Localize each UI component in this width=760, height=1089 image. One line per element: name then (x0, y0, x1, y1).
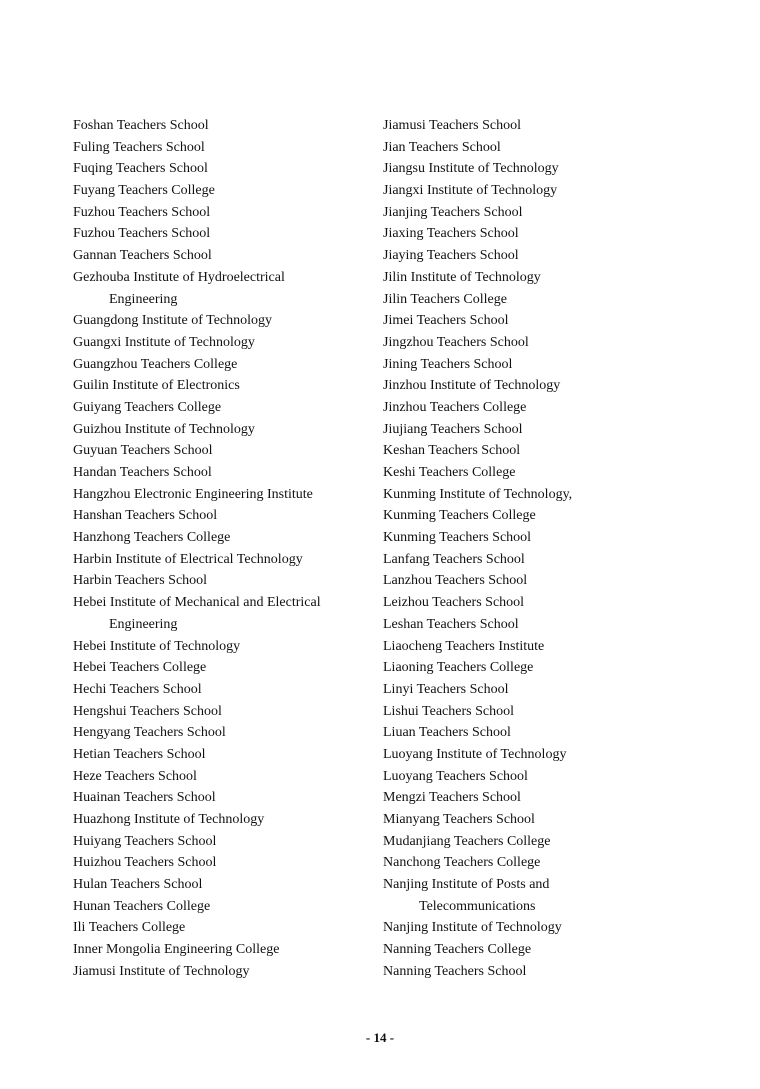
list-item: Fuzhou Teachers School (73, 204, 211, 220)
list-item: Foshan Teachers School (73, 118, 209, 133)
list-item-continuation: Engineering (109, 291, 178, 307)
list-item: Kunming Institute of Technology, (383, 486, 573, 502)
list-item: Jinzhou Institute of Technology (383, 378, 561, 394)
list-item: Gannan Teachers School (73, 248, 212, 264)
list-item: Jilin Teachers College (383, 291, 507, 307)
list-item: Huizhou Teachers School (73, 855, 217, 871)
list-item: Jilin Institute of Technology (383, 269, 541, 285)
list-item: Hengshui Teachers School (73, 703, 222, 719)
list-item: Harbin Institute of Electrical Technology (73, 551, 303, 567)
list-item: Liuan Teachers School (383, 725, 511, 741)
list-item-continuation: Engineering (109, 616, 178, 632)
list-item: Inner Mongolia Engineering College (73, 942, 280, 958)
list-item: Gezhouba Institute of Hydroelectrical (73, 269, 285, 285)
list-item: Huainan Teachers School (73, 790, 216, 806)
list-item: Hangzhou Electronic Engineering Institute (73, 486, 313, 502)
list-item: Jimei Teachers School (383, 313, 509, 329)
list-item: Hebei Teachers College (73, 660, 207, 676)
list-item: Nanjing Institute of Technology (383, 920, 562, 936)
list-item: Lanzhou Teachers School (383, 573, 528, 589)
list-item: Hanzhong Teachers College (73, 530, 231, 546)
list-item: Jiamusi Teachers School (383, 118, 521, 133)
list-item: Nanning Teachers School (383, 963, 527, 979)
list-item: Jiangxi Institute of Technology (383, 183, 558, 199)
left-institution-list (73, 115, 373, 983)
list-item: Mudanjiang Teachers College (383, 833, 551, 849)
list-item: Lanfang Teachers School (383, 551, 525, 567)
list-item: Hengyang Teachers School (73, 725, 226, 741)
list-item: Kunming Teachers College (383, 508, 536, 524)
list-item: Hulan Teachers School (73, 877, 203, 893)
list-item: Luoyang Teachers School (383, 768, 528, 784)
list-item: Lishui Teachers School (383, 703, 514, 719)
list-item: Guangdong Institute of Technology (73, 313, 273, 329)
list-item: Leizhou Teachers School (383, 595, 525, 611)
list-item: Fuyang Teachers College (73, 183, 215, 199)
list-item: Liaoning Teachers College (383, 660, 534, 676)
list-item: Hetian Teachers School (73, 746, 206, 762)
list-item: Keshan Teachers School (383, 443, 521, 459)
list-item: Mianyang Teachers School (383, 812, 535, 827)
list-item: Jining Teachers School (383, 356, 513, 372)
list-item: Mengzi Teachers School (383, 790, 521, 806)
list-item: Hebei Institute of Mechanical and Electrical (73, 595, 321, 611)
list-item: Fuqing Teachers School (73, 161, 208, 177)
list-item: Linyi Teachers School (383, 681, 509, 697)
list-item: Fuzhou Teachers School (73, 226, 211, 242)
list-item: Luoyang Institute of Technology (383, 746, 567, 762)
list-item: Jingzhou Teachers School (383, 334, 529, 350)
list-item: Guyuan Teachers School (73, 443, 213, 459)
list-item: Handan Teachers School (73, 465, 212, 480)
list-item: Guangzhou Teachers College (73, 356, 238, 372)
list-item: Kunming Teachers School (383, 530, 532, 546)
list-item: Jiangsu Institute of Technology (383, 161, 559, 177)
list-item: Keshi Teachers College (383, 465, 516, 480)
list-item: Hebei Institute of Technology (73, 638, 241, 654)
list-item: Hanshan Teachers School (73, 508, 218, 524)
list-item: Fuling Teachers School (73, 139, 205, 155)
right-institution-list (383, 115, 743, 983)
list-item: Jiujiang Teachers School (383, 421, 523, 437)
list-item: Guilin Institute of Electronics (73, 378, 240, 394)
list-item: Ili Teachers College (73, 920, 186, 936)
list-item: Jiamusi Institute of Technology (73, 963, 250, 979)
list-item: Harbin Teachers School (73, 573, 208, 589)
list-item: Guangxi Institute of Technology (73, 334, 255, 350)
list-item: Liaocheng Teachers Institute (383, 638, 545, 654)
list-item: Jinzhou Teachers College (383, 399, 527, 415)
list-item: Jiaying Teachers School (383, 248, 519, 264)
list-item: Nanchong Teachers College (383, 855, 541, 871)
list-item: Hechi Teachers School (73, 681, 202, 697)
list-item: Jiaxing Teachers School (383, 226, 519, 242)
list-item: Jianjing Teachers School (383, 204, 523, 220)
list-item: Jian Teachers School (383, 139, 501, 155)
list-item: Guiyang Teachers College (73, 399, 222, 415)
list-item: Huazhong Institute of Technology (73, 812, 265, 827)
list-item: Hunan Teachers College (73, 898, 211, 914)
list-item: Heze Teachers School (73, 768, 197, 784)
list-item-continuation: Telecommunications (419, 898, 536, 914)
list-item: Nanjing Institute of Posts and (383, 877, 550, 893)
list-item: Guizhou Institute of Technology (73, 421, 255, 437)
page-number: - 14 - (365, 1030, 395, 1045)
list-item: Nanning Teachers College (383, 942, 532, 958)
list-item: Huiyang Teachers School (73, 833, 217, 849)
list-item: Leshan Teachers School (383, 616, 519, 632)
